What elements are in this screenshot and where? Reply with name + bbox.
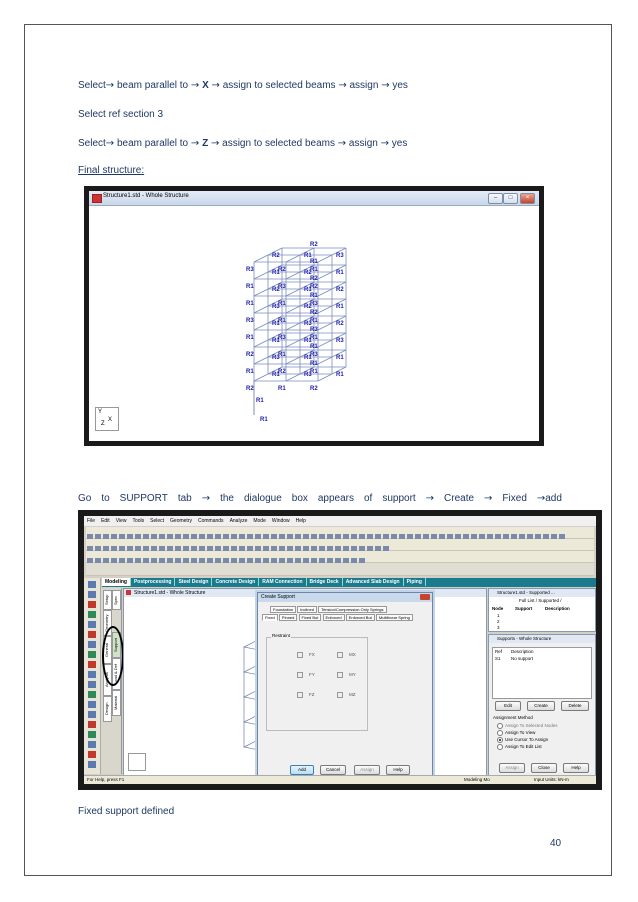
staad-file-icon — [92, 194, 102, 203]
frame-member — [318, 357, 332, 364]
frame-member — [318, 306, 332, 313]
toolbar-row-3 — [86, 551, 594, 563]
frame-member — [286, 272, 300, 279]
toolbar-row-4 — [86, 563, 594, 576]
frame-member — [254, 289, 268, 296]
minimize-icon[interactable]: – — [488, 193, 503, 204]
table-header-description: Description — [545, 606, 570, 611]
tab-piping[interactable]: Piping — [404, 578, 426, 586]
close-icon[interactable] — [420, 594, 430, 600]
step-line-3: Select→ beam parallel to → Z → assign to selected beams → assign → yes — [78, 138, 408, 149]
table-header-support: Support — [515, 606, 533, 611]
member-label: R1 — [304, 253, 312, 259]
menu-item-commands[interactable]: Commands — [197, 518, 224, 524]
menu-item-window[interactable]: Window — [271, 518, 290, 524]
member-label: R2 — [272, 287, 280, 293]
radio-edit-list[interactable]: Assign To Edit List — [497, 744, 542, 750]
frame-member — [286, 255, 300, 262]
member-label: R2 — [310, 276, 318, 282]
member-label: R1 — [336, 304, 344, 310]
tool-icon[interactable] — [88, 591, 96, 598]
create-button[interactable]: Create — [527, 701, 555, 711]
member-label: R1 — [278, 301, 286, 307]
arrow-icon: → — [211, 80, 220, 91]
member-label: R1 — [336, 355, 344, 361]
member-label: R3 — [278, 335, 286, 341]
frame-member — [254, 340, 268, 347]
member-label: R3 — [336, 253, 344, 259]
tab-tension-compression[interactable]: Tension/Compression Only Springs — [318, 606, 386, 613]
close-icon[interactable]: × — [520, 193, 535, 204]
menu-bar — [84, 516, 596, 526]
support-instruction-line: Go to SUPPORT tab → the dialogue box appears of support → Create → Fixed →add — [78, 493, 562, 504]
member-label: R2 — [304, 304, 312, 310]
tool-icon[interactable] — [88, 611, 96, 618]
tool-icon[interactable] — [88, 661, 96, 668]
tool-icon[interactable] — [88, 621, 96, 628]
member-label: R1 — [272, 270, 280, 276]
member-label: R1 — [304, 338, 312, 344]
axis-triad-icon — [128, 753, 146, 771]
close-button[interactable]: Close — [531, 763, 557, 773]
frame-member — [286, 306, 300, 313]
member-label: R1 — [310, 361, 318, 367]
tool-icon[interactable] — [88, 701, 96, 708]
edit-button[interactable]: Edit — [495, 701, 521, 711]
tab-modeling[interactable]: Modeling — [102, 578, 131, 586]
table-row[interactable]: 3 — [497, 625, 500, 630]
member-label: R1 — [310, 293, 318, 299]
vtab-analysis[interactable]: Analysis — [103, 664, 112, 696]
ribbon-tab-bar — [102, 578, 596, 587]
final-structure-heading: Final structure: — [78, 165, 145, 176]
figure-staad-support-dialog — [78, 510, 602, 790]
dialog-title: Create Support — [258, 593, 432, 602]
tool-icon[interactable] — [88, 741, 96, 748]
member-label: R1 — [304, 287, 312, 293]
member-label: R3 — [272, 355, 280, 361]
member-label: R1 — [272, 338, 280, 344]
frame-member — [286, 357, 300, 364]
frame-member — [254, 272, 268, 279]
member-label: R1 — [246, 301, 254, 307]
figure-final-structure — [84, 186, 544, 446]
radio-use-cursor[interactable]: Use Cursor To Assign — [497, 737, 548, 743]
tab-advanced-slab-design[interactable]: Advanced Slab Design — [343, 578, 404, 586]
supports-list[interactable]: Ref Description S1 No support — [492, 647, 592, 699]
window-titlebar — [89, 191, 539, 206]
frame-member — [286, 340, 300, 347]
checkbox-fx[interactable]: FX — [297, 652, 315, 658]
tool-icon[interactable] — [88, 721, 96, 728]
arrow-icon: → — [484, 493, 493, 504]
frame-member — [254, 357, 268, 364]
radio-selected-nodes[interactable]: Assign To Selected Nodes — [497, 723, 557, 729]
frame-member — [318, 272, 332, 279]
view-title: Structure1.std - Whole Structure — [124, 589, 486, 597]
supports-panel — [488, 634, 596, 776]
frame-member — [254, 323, 268, 330]
member-label: R2 — [246, 386, 254, 392]
tab-foundation[interactable]: Foundation — [270, 606, 296, 613]
menu-item-geometry[interactable]: Geometry — [170, 518, 192, 524]
arrow-icon: → — [105, 138, 115, 149]
arrow-icon: → — [338, 80, 347, 91]
arrow-icon: → — [425, 493, 435, 504]
create-support-dialog — [257, 592, 433, 780]
member-label: R2 — [310, 386, 318, 392]
staad-app-window — [84, 516, 596, 784]
member-label: R2 — [278, 369, 286, 375]
tool-icon[interactable] — [88, 751, 96, 758]
member-label: R2 — [336, 321, 344, 327]
toolbar-row-2 — [86, 539, 594, 551]
tool-icon[interactable] — [88, 641, 96, 648]
member-label: R1 — [272, 321, 280, 327]
tab-fixed[interactable]: Fixed — [262, 614, 278, 621]
table-subtabs[interactable]: Full List / Supported / — [519, 598, 562, 603]
table-row[interactable]: 1 — [497, 613, 500, 618]
vtab-design[interactable]: Design — [103, 696, 112, 722]
member-label: R1 — [310, 369, 318, 375]
frame-member — [286, 323, 300, 330]
caption: Fixed support defined — [78, 806, 175, 817]
tool-icon[interactable] — [88, 761, 96, 768]
add-button[interactable]: Add — [290, 765, 314, 775]
tab-concrete-design[interactable]: Concrete Design — [212, 578, 259, 586]
maximize-icon[interactable]: □ — [503, 193, 518, 204]
tool-icon[interactable] — [88, 651, 96, 658]
member-label: R3 — [336, 338, 344, 344]
frame-member — [286, 289, 300, 296]
member-label: R1 — [310, 267, 318, 273]
table-row[interactable]: 2 — [497, 619, 500, 624]
menu-item-tools[interactable]: Tools — [132, 518, 145, 524]
member-label: R1 — [310, 344, 318, 350]
arrow-icon: → — [105, 80, 115, 91]
menu-item-analyze[interactable]: Analyze — [229, 518, 248, 524]
arrow-icon: → — [381, 80, 390, 91]
tool-icon[interactable] — [88, 731, 96, 738]
frame-member — [318, 255, 332, 262]
tool-icon[interactable] — [88, 681, 96, 688]
tab-steel-design[interactable]: Steel Design — [175, 578, 212, 586]
tab-multilinear-spring[interactable]: Multilinear Spring — [376, 614, 413, 621]
tool-icon[interactable] — [88, 711, 96, 718]
axis-triad-icon: Y X Z — [95, 407, 119, 431]
member-label: R3 — [246, 318, 254, 324]
member-label: R1 — [256, 398, 264, 404]
tool-icon[interactable] — [88, 631, 96, 638]
member-label: R1 — [246, 369, 254, 375]
checkbox-fy[interactable]: FY — [297, 672, 315, 678]
tab-bridge-deck[interactable]: Bridge Deck — [307, 578, 343, 586]
arrow-icon: → — [337, 138, 347, 149]
dialog-tabs-row-2 — [262, 614, 413, 621]
member-label: R2 — [272, 253, 280, 259]
help-button[interactable]: Help — [386, 765, 410, 775]
frame-member — [254, 255, 268, 262]
table-panel-title: Structure1.std - Supported ... — [489, 589, 595, 597]
menu-item-edit[interactable]: Edit — [101, 518, 110, 524]
member-label: R3 — [304, 372, 312, 378]
frame-member — [318, 374, 332, 381]
member-label: R1 — [246, 284, 254, 290]
supports-panel-title: Supports - Whole Structure — [489, 635, 595, 643]
tool-icon[interactable] — [88, 671, 96, 678]
tool-icon[interactable] — [88, 691, 96, 698]
member-label: R2 — [336, 287, 344, 293]
structure-frame-model — [89, 205, 539, 441]
member-label: R1 — [304, 355, 312, 361]
arrow-icon: → — [190, 138, 200, 149]
window-title: Structure1.std - Whole Structure — [103, 193, 189, 199]
menu-item-mode[interactable]: Mode — [253, 518, 266, 524]
menu-item-select[interactable]: Select — [150, 518, 165, 524]
assignment-method-label: Assignment Method — [493, 715, 533, 720]
checkbox-mz[interactable]: MZ — [337, 692, 356, 698]
member-label: R1 — [278, 318, 286, 324]
page-number: 40 — [550, 838, 562, 849]
checkbox-my[interactable]: MY — [337, 672, 356, 678]
tab-pinned[interactable]: Pinned — [279, 614, 297, 621]
frame-member — [318, 289, 332, 296]
member-label: R1 — [272, 372, 280, 378]
vtab-material[interactable]: Material — [112, 690, 121, 716]
cancel-button[interactable]: Cancel — [320, 765, 346, 775]
tab-ram-connection[interactable]: RAM Connection — [259, 578, 306, 586]
member-label: R3 — [246, 267, 254, 273]
vtab-setup[interactable]: Setup — [103, 590, 112, 610]
frame-member — [286, 374, 300, 381]
left-icon-strip — [84, 578, 101, 774]
toolbar-row-1 — [86, 527, 594, 539]
menu-item-help[interactable]: Help — [295, 518, 306, 524]
menu-item-view[interactable]: View — [115, 518, 127, 524]
tab-fixed-but[interactable]: Fixed But — [299, 614, 322, 621]
member-label: R1 — [278, 352, 286, 358]
vtab-general[interactable]: General — [103, 636, 112, 664]
frame-member — [318, 323, 332, 330]
tab-enforced[interactable]: Enforced — [323, 614, 345, 621]
dialog-tabs-row-1 — [270, 606, 387, 613]
member-label: R3 — [310, 301, 318, 307]
supported-table-panel — [488, 588, 596, 632]
vtab-support[interactable]: Support — [112, 632, 121, 658]
member-label: R2 — [310, 310, 318, 316]
member-label: R2 — [246, 352, 254, 358]
member-label: R1 — [310, 335, 318, 341]
step-line-2: Select ref section 3 — [78, 109, 164, 120]
frame-member — [254, 374, 268, 381]
menu-item-file[interactable]: File — [87, 518, 96, 524]
arrow-icon: → — [536, 493, 546, 504]
member-label: R3 — [304, 321, 312, 327]
member-label: R3 — [272, 304, 280, 310]
checkbox-fz[interactable]: FZ — [297, 692, 315, 698]
delete-button[interactable]: Delete — [561, 701, 589, 711]
member-label: R2 — [310, 242, 318, 248]
arrow-icon: → — [380, 138, 390, 149]
tab-inclined[interactable]: Inclined — [297, 606, 317, 613]
member-label: R3 — [278, 284, 286, 290]
member-label: R1 — [246, 335, 254, 341]
member-label: R2 — [310, 284, 318, 290]
tool-icon[interactable] — [88, 581, 96, 588]
table-header-node: Node — [492, 606, 504, 611]
vtab-geometry[interactable]: Geometry — [103, 610, 112, 636]
assign-button[interactable]: Assign — [354, 765, 380, 775]
radio-assign-to-view[interactable]: Assign To View — [497, 730, 535, 736]
status-bar: For Help, press F1 Modeling Mo Input Units: kN-m — [84, 775, 596, 784]
highlight-oval — [102, 626, 124, 686]
assign-button[interactable]: Assign — [499, 763, 525, 773]
member-label: R1 — [336, 270, 344, 276]
structure-window — [89, 191, 539, 441]
member-label: R2 — [278, 267, 286, 273]
member-label: R1 — [310, 259, 318, 265]
arrow-icon: → — [201, 493, 211, 504]
vtab-load-def[interactable]: Load & Def — [112, 658, 121, 690]
help-button[interactable]: Help — [563, 763, 589, 773]
frame-member — [318, 340, 332, 347]
tab-enforced-but[interactable]: Enforced But — [346, 614, 375, 621]
member-label: R1 — [310, 318, 318, 324]
arrow-icon: → — [190, 80, 200, 91]
arrow-icon: → — [210, 138, 220, 149]
member-label: R1 — [278, 386, 286, 392]
member-label: R3 — [310, 327, 318, 333]
tab-postprocessing[interactable]: Postprocessing — [131, 578, 176, 586]
frame-member — [254, 306, 268, 313]
step-line-1: Select→ beam parallel to → X → assign to selected beams → assign → yes — [78, 80, 408, 91]
restraint-group: Restraint FX FY FZ MX MY MZ — [266, 637, 368, 731]
member-label: R1 — [260, 417, 268, 423]
vtab-spec[interactable]: Spec — [112, 590, 121, 610]
member-label: R3 — [310, 352, 318, 358]
member-label: R2 — [304, 270, 312, 276]
checkbox-mx[interactable]: MX — [337, 652, 356, 658]
member-label: R1 — [336, 372, 344, 378]
tool-icon[interactable] — [88, 601, 96, 608]
